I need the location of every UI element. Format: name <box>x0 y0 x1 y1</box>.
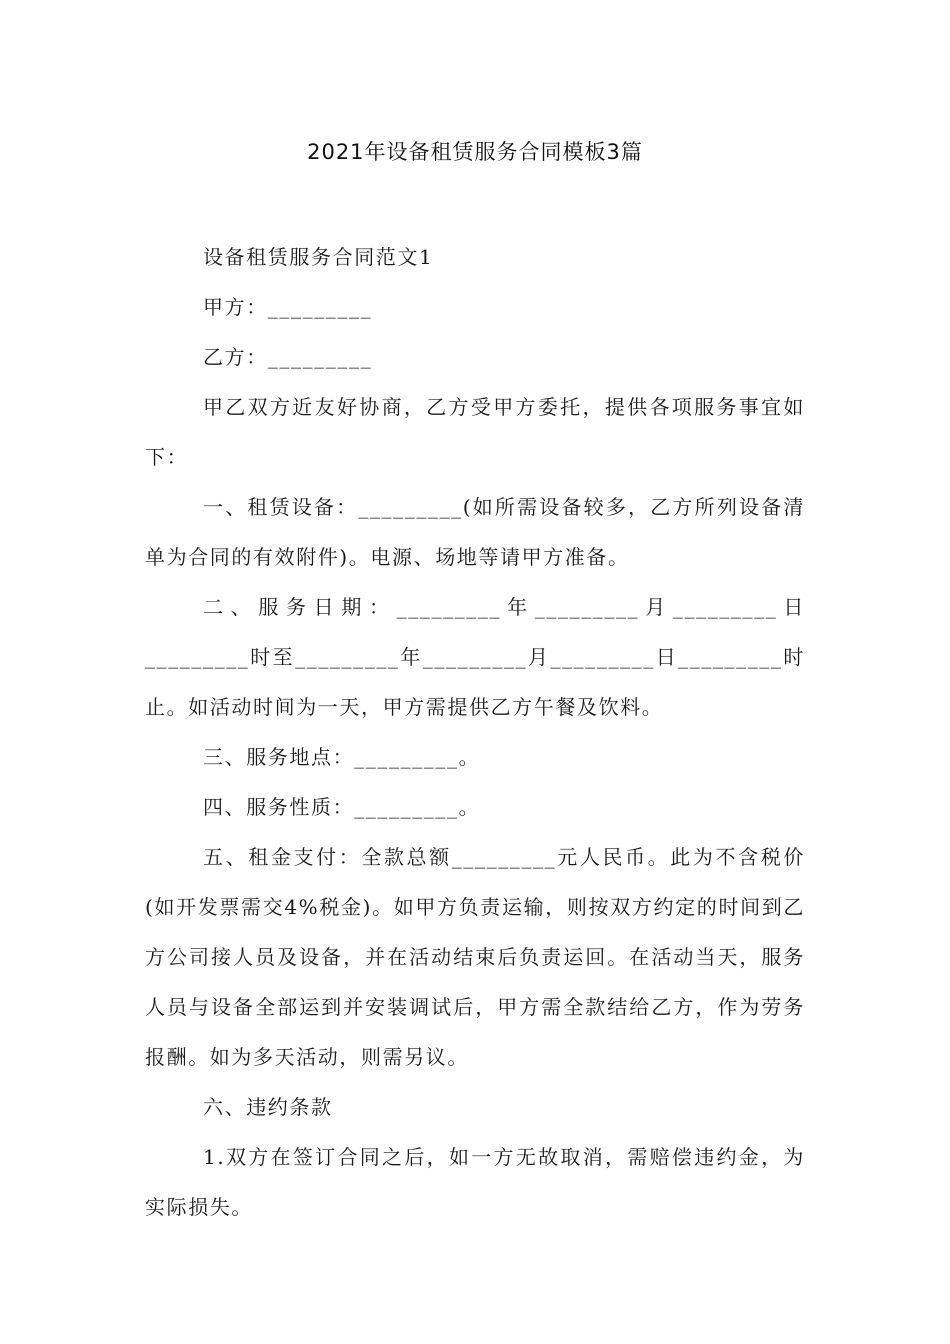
clause-service-location: 三、服务地点：_________。 <box>203 745 481 769</box>
clause-breach-item-1: 1.双方在签订合同之后，如一方无故取消，需赔偿违约金，为实际损失。 <box>145 1145 805 1219</box>
section-heading: 设备租赁服务合同范文1 <box>203 245 434 269</box>
clause-service-nature: 四、服务性质：_________。 <box>203 795 481 819</box>
party-b-line: 乙方：_________ <box>203 345 373 369</box>
clause-breach-heading: 六、违约条款 <box>203 1095 333 1119</box>
clause-rent-payment: 五、租金支付：全款总额_________元人民币。此为不含税价(如开发票需交4%税金)。如甲方负责运输，则按双方约定的时间到乙方公司接人员及设备，并在活动结束后负责运回。在活动当天，服务人员与设备全部运到并安装调试后，甲方需全款结给乙方，作为劳务报酬。如为多天活动，则需另议。 <box>145 845 805 1069</box>
party-a-line: 甲方：_________ <box>203 295 373 319</box>
document-title: 2021年设备租赁服务合同模板3篇 <box>307 140 643 164</box>
intro-paragraph: 甲乙双方近友好协商，乙方受甲方委托，提供各项服务事宜如下： <box>145 395 805 469</box>
clause-service-dates: 二、服务日期：_________年_________月_________日_________时至_________年_________月_________日_________时止。如活动时间为一天，甲方需提供乙方午餐及饮料。 <box>145 595 805 719</box>
document-body <box>145 232 805 1232</box>
clause-rental-equipment: 一、租赁设备：_________(如所需设备较多，乙方所列设备清单为合同的有效附件)。电源、场地等请甲方准备。 <box>145 495 805 569</box>
